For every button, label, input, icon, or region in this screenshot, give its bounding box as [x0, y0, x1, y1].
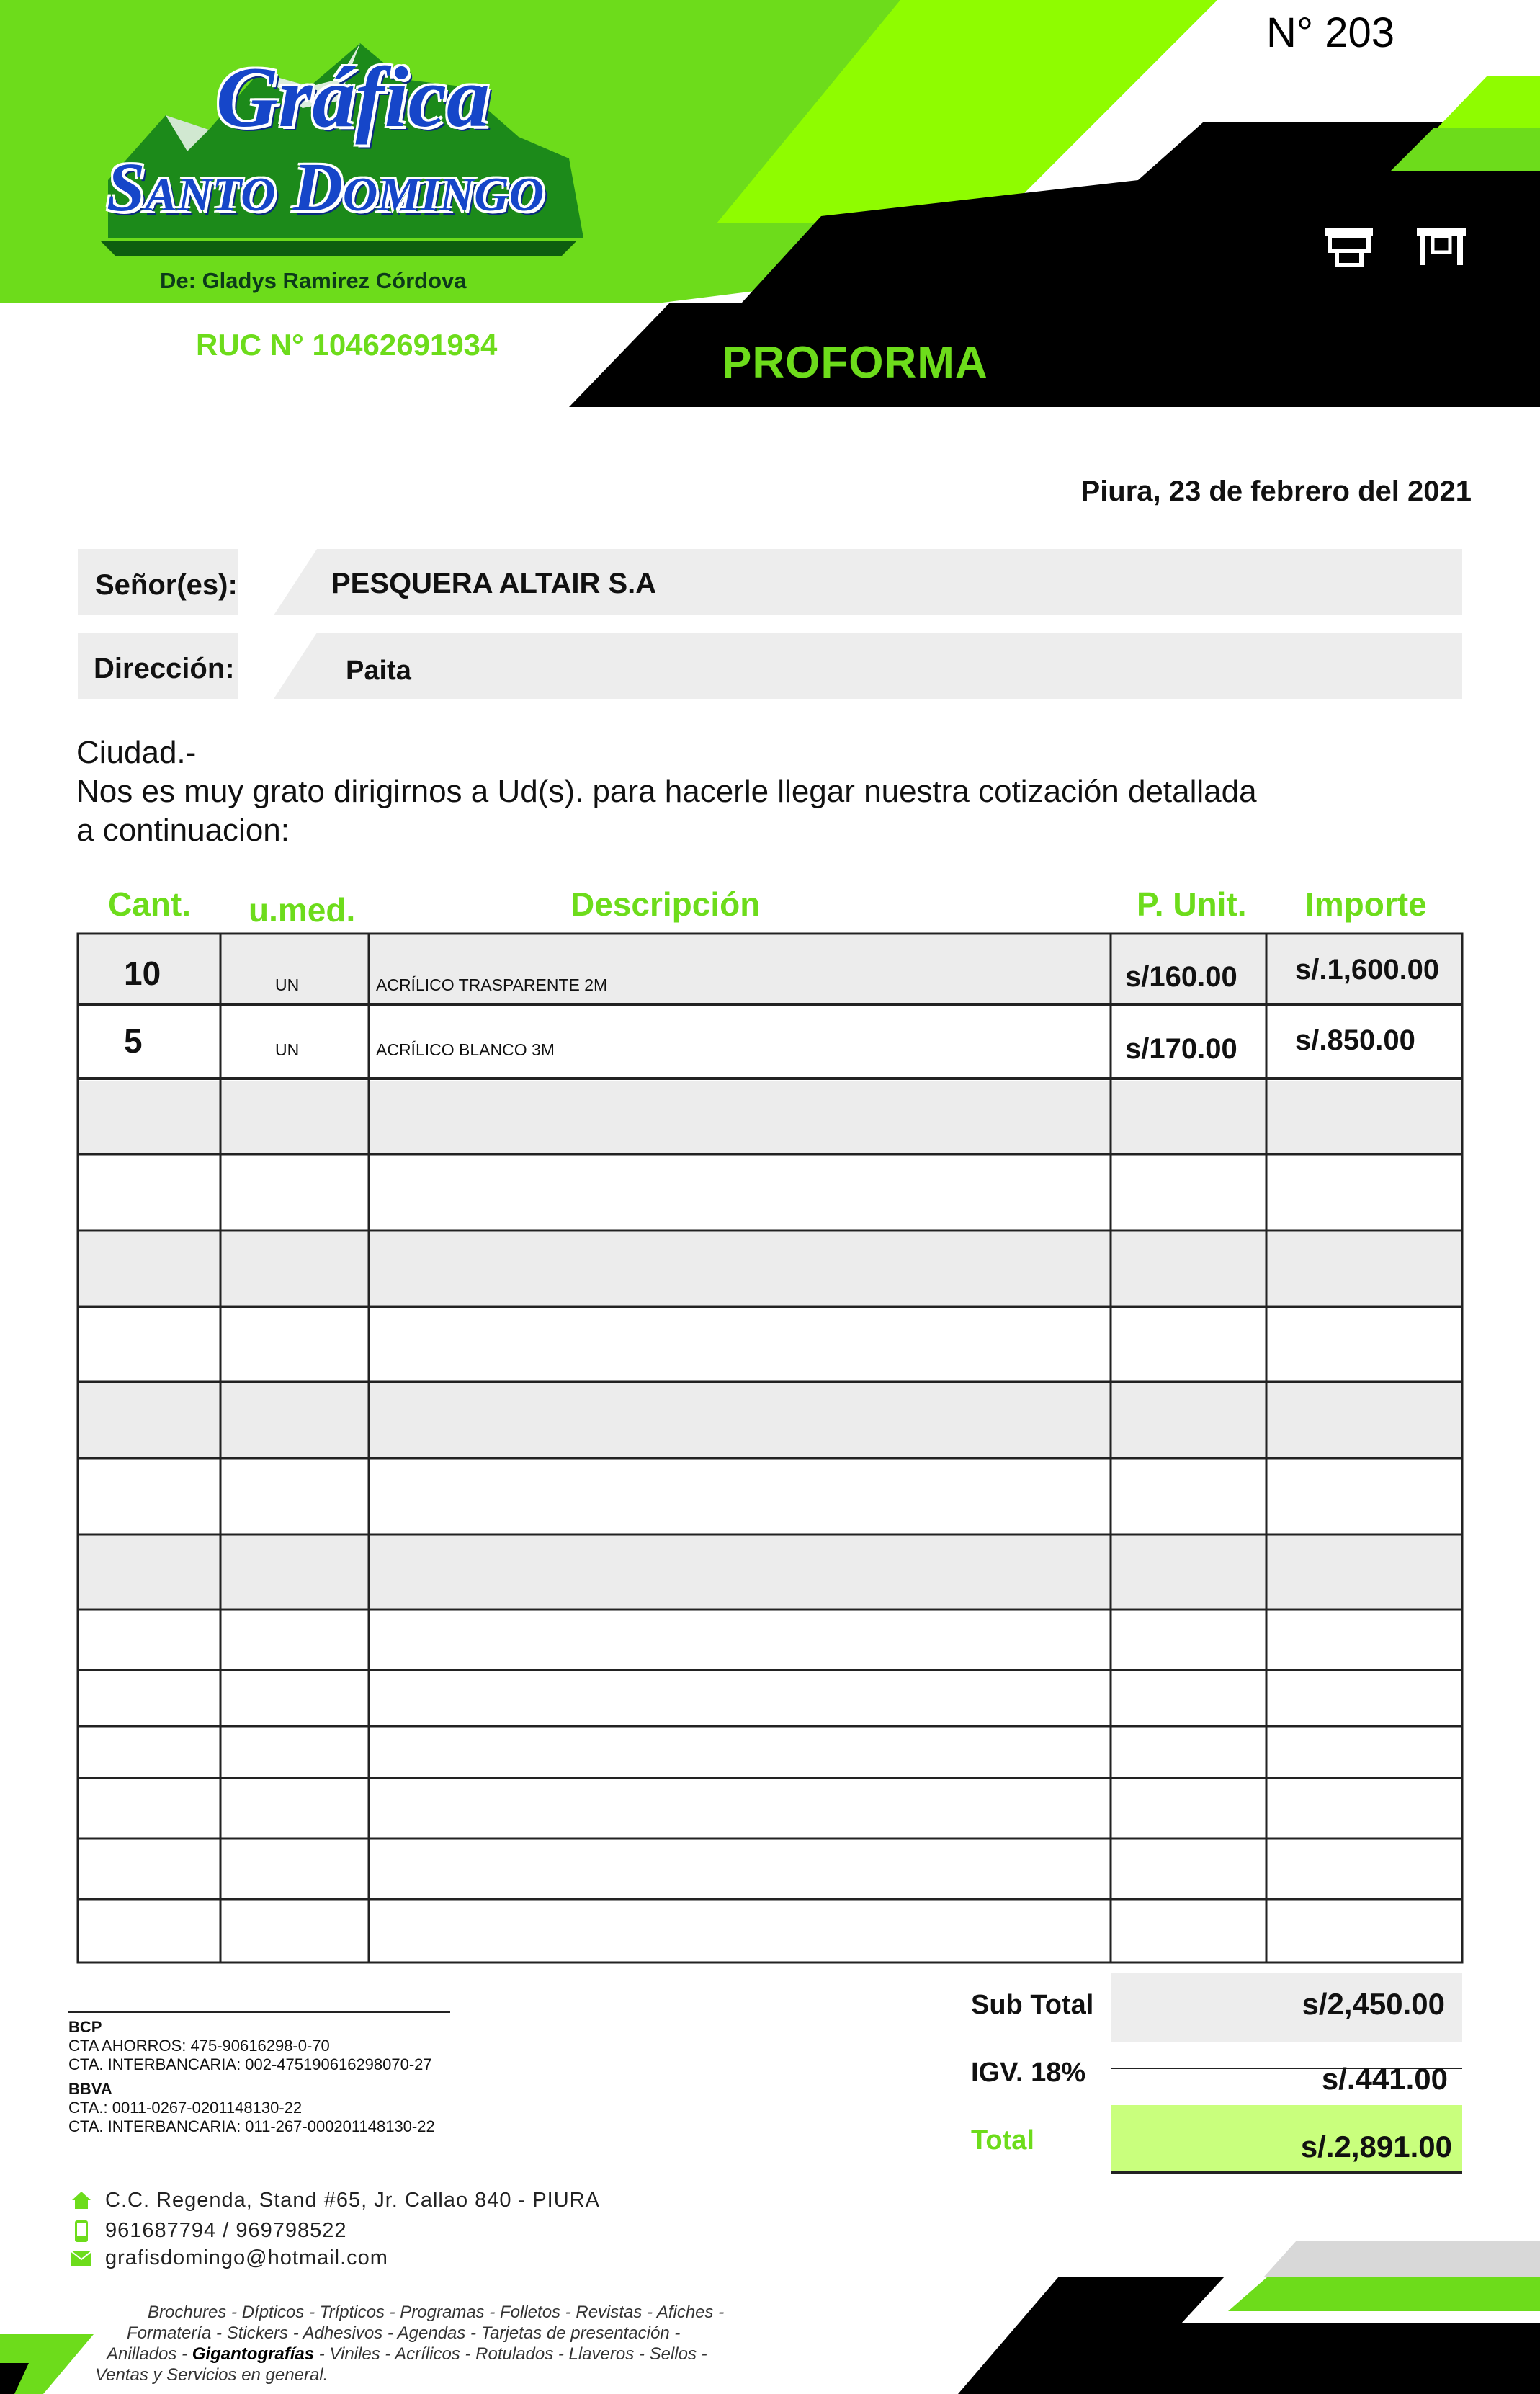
client-address: Paita: [346, 656, 411, 686]
home-icon: [71, 2190, 92, 2210]
igv-value: s/.441.00: [1321, 2062, 1448, 2096]
bank-separator: [68, 2011, 450, 2013]
header-qty: Cant.: [108, 885, 191, 923]
row2-amount: s/.850.00: [1295, 1024, 1415, 1056]
subtotal-value: s/2,450.00: [1302, 1987, 1445, 2021]
services-line3a: Anillados -: [107, 2344, 192, 2364]
row2-desc: ACRÍLICO BLANCO 3M: [376, 1040, 555, 1059]
header-desc: Descripción: [570, 885, 761, 923]
brand-owner: De: Gladys Ramirez Córdova: [160, 268, 467, 293]
row1-unit: UN: [275, 975, 300, 994]
services-line3b: Gigantografías: [192, 2344, 315, 2364]
subtotal-label: Sub Total: [971, 1990, 1094, 2020]
row2-unit: UN: [275, 1040, 300, 1059]
services-line3c: - Viniles - Acrílicos - Rotulados - Llaveros - Sellos -: [314, 2344, 707, 2364]
ruc-number: RUC N° 10462691934: [196, 328, 498, 362]
row2-qty: 5: [124, 1022, 143, 1060]
bcp-line2: CTA. INTERBANCARIA: 002-475190616298070-27: [68, 2055, 432, 2073]
contact-phone: 961687794 / 969798522: [105, 2219, 347, 2242]
row1-price: s/160.00: [1125, 961, 1237, 993]
client-address-label: Dirección:: [94, 653, 235, 684]
services-line2: Formatería - Stickers - Adhesivos - Agendas - Tarjetas de presentación -: [127, 2323, 681, 2343]
row2-price: s/170.00: [1125, 1033, 1237, 1065]
contact-email: grafisdomingo@hotmail.com: [105, 2246, 388, 2269]
services-line4: Ventas y Servicios en general.: [95, 2365, 328, 2385]
services-line1: Brochures - Dípticos - Trípticos - Programas - Folletos - Revistas - Afiches -: [148, 2303, 725, 2322]
document-title: PROFORMA: [722, 338, 988, 388]
row1-amount: s/.1,600.00: [1295, 954, 1440, 986]
phone-icon: [73, 2220, 89, 2243]
client-name: PESQUERA ALTAIR S.A: [331, 568, 657, 599]
bbva-line1: CTA.: 0011-0267-0201148130-22: [68, 2099, 303, 2117]
document-date: Piura, 23 de febrero del 2021: [1080, 475, 1472, 507]
header-price: P. Unit.: [1137, 885, 1247, 923]
contact-address: C.C. Regenda, Stand #65, Jr. Callao 840 - PIURA: [105, 2189, 600, 2212]
client-name-label: Señor(es):: [95, 569, 238, 601]
services-line3: [107, 2344, 707, 2364]
intro-line2: Nos es muy grato dirigirnos a Ud(s). para hacerle llegar nuestra cotización detallada: [76, 774, 1257, 809]
igv-label: IGV. 18%: [971, 2058, 1086, 2088]
bcp-title: BCP: [68, 2018, 102, 2036]
total-label: Total: [971, 2125, 1034, 2156]
header-amount: Importe: [1305, 885, 1427, 923]
bbva-title: BBVA: [68, 2080, 112, 2098]
row1-desc: ACRÍLICO TRASPARENTE 2M: [376, 975, 608, 994]
document-number: N° 203: [1266, 9, 1394, 56]
intro-line3: a continuacion:: [76, 813, 290, 848]
row1-qty: 10: [124, 955, 161, 992]
brand-line1: Gráfica: [216, 49, 490, 145]
intro-line1: Ciudad.-: [76, 735, 197, 770]
totals-underline-2: [1111, 2171, 1462, 2174]
brand-line2: Santo Domingo: [107, 148, 545, 225]
bbva-line2: CTA. INTERBANCARIA: 011-267-000201148130-22: [68, 2117, 435, 2135]
header-unit: u.med.: [249, 891, 356, 929]
bcp-line1: CTA AHORROS: 475-90616298-0-70: [68, 2037, 330, 2055]
email-icon: [71, 2251, 92, 2266]
total-value: s/.2,891.00: [1300, 2130, 1452, 2163]
